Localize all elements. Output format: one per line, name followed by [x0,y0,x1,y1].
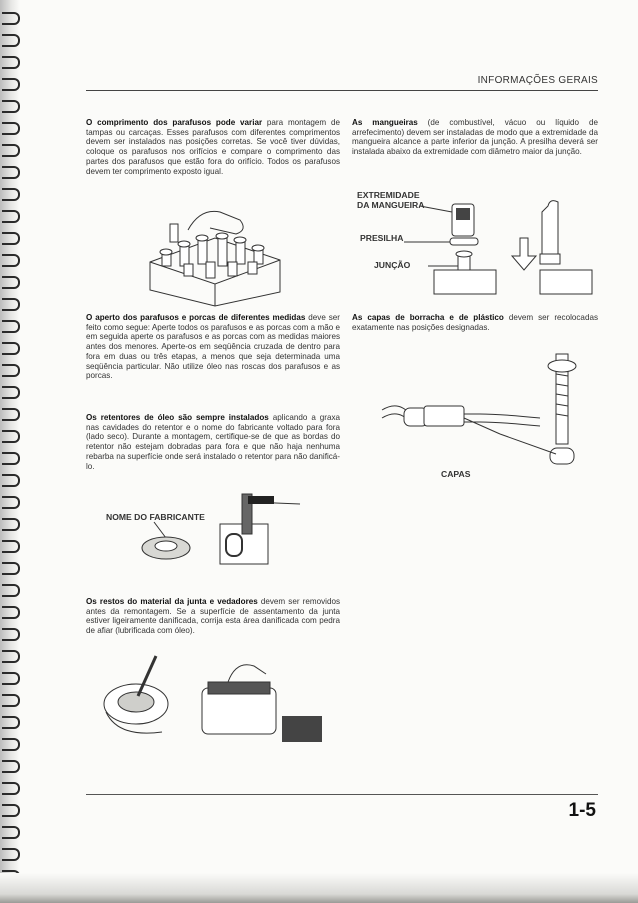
binding-ring [2,760,20,773]
paragraph-lead: As capas de borracha e de plástico [352,313,504,322]
paragraph-text: deve ser feito como segue: Aperte todos os parafusos e as porcas com a mão e em seguida aperte os parafusos e as porcas com as medidas maiores antes dos menores. Aperte-os em seqüência cruzada de dentro para fora em duas ou três etapas, a menos que seja determinada uma seqüência particular. Não utilize óleo nas roscas dos parafusos e as porcas. [86,313,341,381]
binding-ring [2,78,20,91]
binding-ring [2,364,20,377]
figure-label-caps: CAPAS [441,469,471,479]
hose-end-label-line2: DA MANGUEIRA [357,200,425,210]
oil-seal-illustration [130,484,310,580]
binding-ring [2,782,20,795]
page-number: 1-5 [568,800,596,821]
binding-ring [2,496,20,509]
binding-ring [2,188,20,201]
paragraph-bolt-tightening [86,313,340,381]
binding-ring [2,320,20,333]
binding-ring [2,540,20,553]
footer-rule [86,794,598,795]
binding-ring [2,12,20,25]
paragraph-lead: Os restos do material da junta e vedadores [86,597,258,606]
binding-ring [2,606,20,619]
binding-ring [2,452,20,465]
binding-ring [2,122,20,135]
paragraph-lead: As mangueiras [352,118,418,127]
binding-ring [2,430,20,443]
figure-label-clamp: PRESILHA [360,233,404,243]
paragraph-lead: Os retentores de óleo são sempre instalados [86,413,269,422]
figure-label-manufacturer-name: NOME DO FABRICANTE [106,512,205,522]
rubber-caps-illustration [380,344,598,474]
hose-illustration [400,198,598,298]
binding-ring [2,56,20,69]
paragraph-text: devem ser removidos antes da remontagem. Se a superfície de assentamento da junta estiver ligeiramente danificada, corrija esta área danificada com pedra de afiar (lubrificada com óleo). [86,597,341,636]
page-bottom-edge [0,873,638,903]
spiral-binding [0,0,20,903]
binding-ring [2,166,20,179]
paragraph-bolt-length [86,118,340,176]
binding-ring [2,694,20,707]
binding-ring [2,408,20,421]
binding-ring [2,826,20,839]
binding-ring [2,474,20,487]
paragraph-lead: O comprimento dos parafusos pode variar [86,118,263,127]
hose-end-label-line1: EXTREMIDADE [357,190,420,200]
paragraph-text: aplicando a graxa nas cavidades do retentor e o nome do fabricante voltado para fora (lado seco). Durante a montagem, certifique-se de que as bordas do retentor não estejam dobradas para fora e que não haja nenhuma rebarba na superfície onde será instalado o retentor para não danificá-lo. [86,413,340,471]
binding-ring [2,254,20,267]
binding-ring [2,210,20,223]
section-title: INFORMAÇÕES GERAIS [477,75,598,86]
paragraph-text: para montagem de tampas ou carcaças. Esses parafusos com diferentes comprimentos devem ser instalados nas posições corretas. Se você tiver dúvidas, coloque os parafusos nos orifícios e compare o comprimento das partes dos parafusos que estão fora do orifício. Todos os parafusos devem ter comprimento exposto igual. [86,118,340,176]
binding-ring [2,342,20,355]
paragraph-lead: O aperto dos parafusos e porcas de diferentes medidas [86,313,306,322]
paragraph-oil-seals [86,413,340,471]
paragraph-gasket-removal [86,597,340,636]
header-rule [86,90,598,91]
paragraph-text: devem ser recolocadas exatamente nas posições designadas. [352,313,598,332]
figure-label-joint: JUNÇÃO [374,260,411,270]
binding-ring [2,276,20,289]
binding-ring [2,672,20,685]
binding-ring [2,100,20,113]
bolt-length-illustration [140,200,290,308]
binding-ring [2,562,20,575]
binding-ring [2,144,20,157]
binding-ring [2,34,20,47]
binding-ring [2,232,20,245]
binding-ring [2,716,20,729]
binding-ring [2,518,20,531]
binding-ring [2,386,20,399]
paragraph-rubber-caps [352,313,598,332]
binding-ring [2,584,20,597]
binding-ring [2,628,20,641]
paragraph-text: (de combustível, vácuo ou líquido de arrefecimento) devem ser instaladas de modo que a extremidade da mangueira alcance a parte inferior da junção. A presilha deverá ser instalada abaixo da extremidade com diâmetro maior da junção. [352,118,599,157]
binding-ring [2,298,20,311]
binding-ring [2,848,20,861]
paragraph-hoses [352,118,598,157]
binding-ring [2,804,20,817]
binding-ring [2,738,20,751]
binding-ring [2,650,20,663]
gasket-removal-illustration [98,652,330,748]
